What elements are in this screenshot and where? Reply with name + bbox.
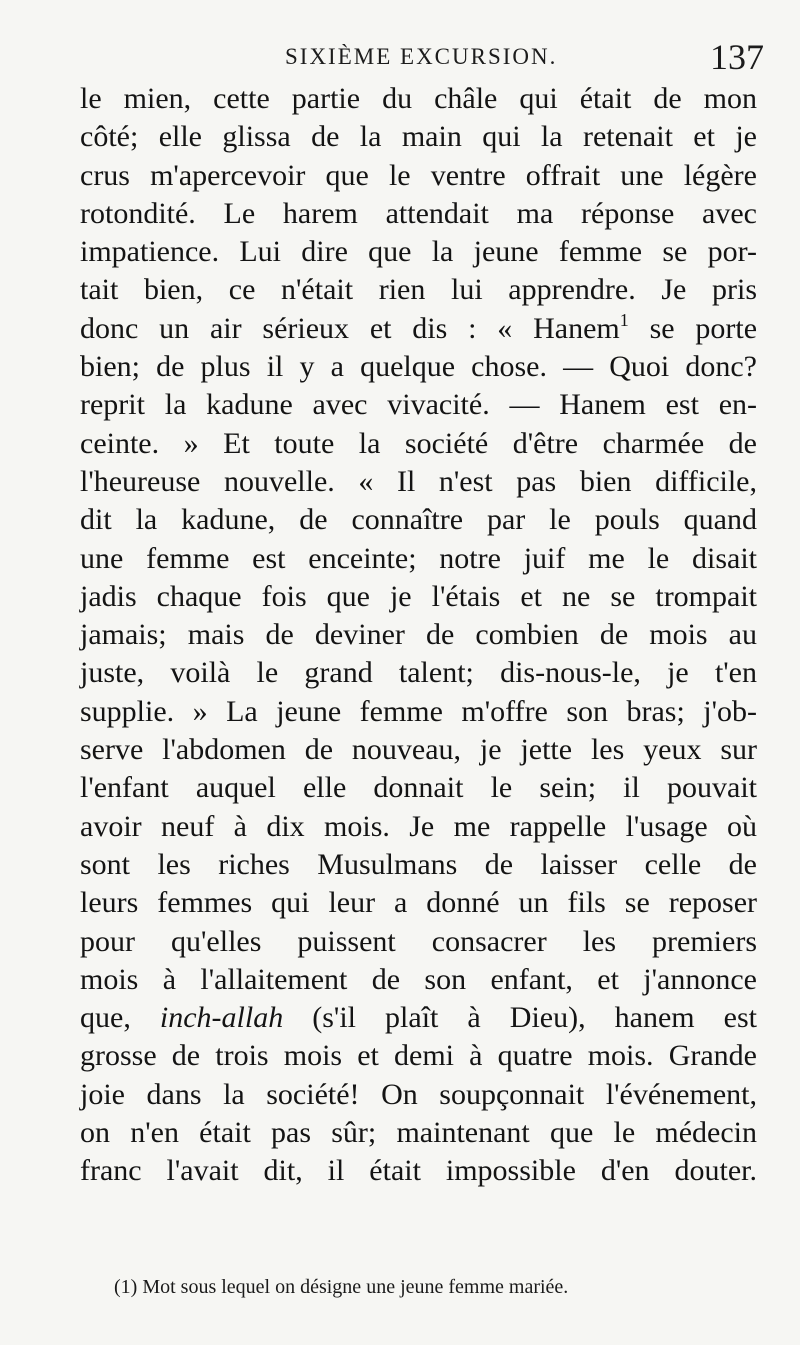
- page-header: [80, 37, 770, 80]
- italic-phrase: inch-allah: [159, 1001, 284, 1035]
- text-line-26: grosse de trois mois et demi à quatre mois. Grande: [80, 1039, 757, 1073]
- text-line-8: bien; de plus il y a quelque chose. — Quoi donc?: [80, 350, 757, 384]
- text-line-19: l'enfant auquel elle donnait le sein; il pouvait: [80, 771, 757, 805]
- text-line-17: supplie. » La jeune femme m'offre son bras; j'ob-: [80, 694, 757, 728]
- text-line-23: pour qu'elles puissent consacrer les premiers: [80, 924, 757, 958]
- text-line-21: sont les riches Musulmans de laisser celle de: [80, 847, 757, 881]
- text-line-12: dit la kadune, de connaître par le pouls quand: [80, 503, 757, 537]
- text-line-29: franc l'avait dit, il était impossible d'en douter.: [80, 1154, 757, 1188]
- text-line-24: mois à l'allaitement de son enfant, et j'annonce: [80, 962, 757, 996]
- text-line-20: avoir neuf à dix mois. Je me rappelle l'usage où: [80, 809, 757, 843]
- text-line-6: tait bien, ce n'était rien lui apprendre. Je pris: [80, 273, 757, 307]
- text-line-7-start: donc un air sérieux et dis : « Hanem: [80, 311, 620, 345]
- text-line-4: rotondité. Le harem attendait ma réponse avec: [80, 196, 757, 230]
- text-line-18: serve l'abdomen de nouveau, je jette les yeux sur: [80, 733, 757, 767]
- footnote-reference: 1: [619, 309, 629, 330]
- text-line-2: côté; elle glissa de la main qui la retenait et je: [80, 120, 757, 154]
- text-line-25: [80, 999, 757, 1037]
- text-line-25-end: (s'il plaît à Dieu), hanem est: [312, 1001, 758, 1035]
- text-line-27: joie dans la société! On soupçonnait l'événement,: [80, 1077, 757, 1111]
- text-line-16: juste, voilà le grand talent; dis-nous-le, je t'en: [80, 656, 757, 690]
- text-line-14: jadis chaque fois que je l'étais et ne se trompait: [80, 579, 757, 613]
- text-line-10: ceinte. » Et toute la société d'être charmée de: [80, 426, 757, 460]
- text-line-22: leurs femmes qui leur a donné un fils se reposer: [80, 886, 757, 920]
- text-line-7-end: se porte: [649, 311, 758, 345]
- text-line-7: [80, 310, 757, 348]
- footnote: (1) Mot sous lequel on désigne une jeune femme mariée.: [114, 1276, 569, 1298]
- text-line-28: on n'en était pas sûr; maintenant que le médecin: [80, 1116, 757, 1150]
- body-text: [80, 80, 757, 1191]
- text-line-13: une femme est enceinte; notre juif me le disait: [80, 541, 757, 575]
- text-line-3: crus m'apercevoir que le ventre offrait une légère: [80, 158, 757, 192]
- page-number: 137: [710, 37, 764, 77]
- text-line-15: jamais; mais de deviner de combien de mois au: [80, 618, 757, 652]
- text-line-5: impatience. Lui dire que la jeune femme se por-: [80, 235, 757, 269]
- text-line-25-start: que,: [80, 1001, 131, 1035]
- running-head: SIXIÈME EXCURSION.: [285, 44, 558, 69]
- text-line-11: l'heureuse nouvelle. « Il n'est pas bien difficile,: [80, 464, 757, 498]
- text-line-9: reprit la kadune avec vivacité. — Hanem est en-: [80, 388, 757, 422]
- text-line-1: le mien, cette partie du châle qui était de mon: [80, 82, 757, 115]
